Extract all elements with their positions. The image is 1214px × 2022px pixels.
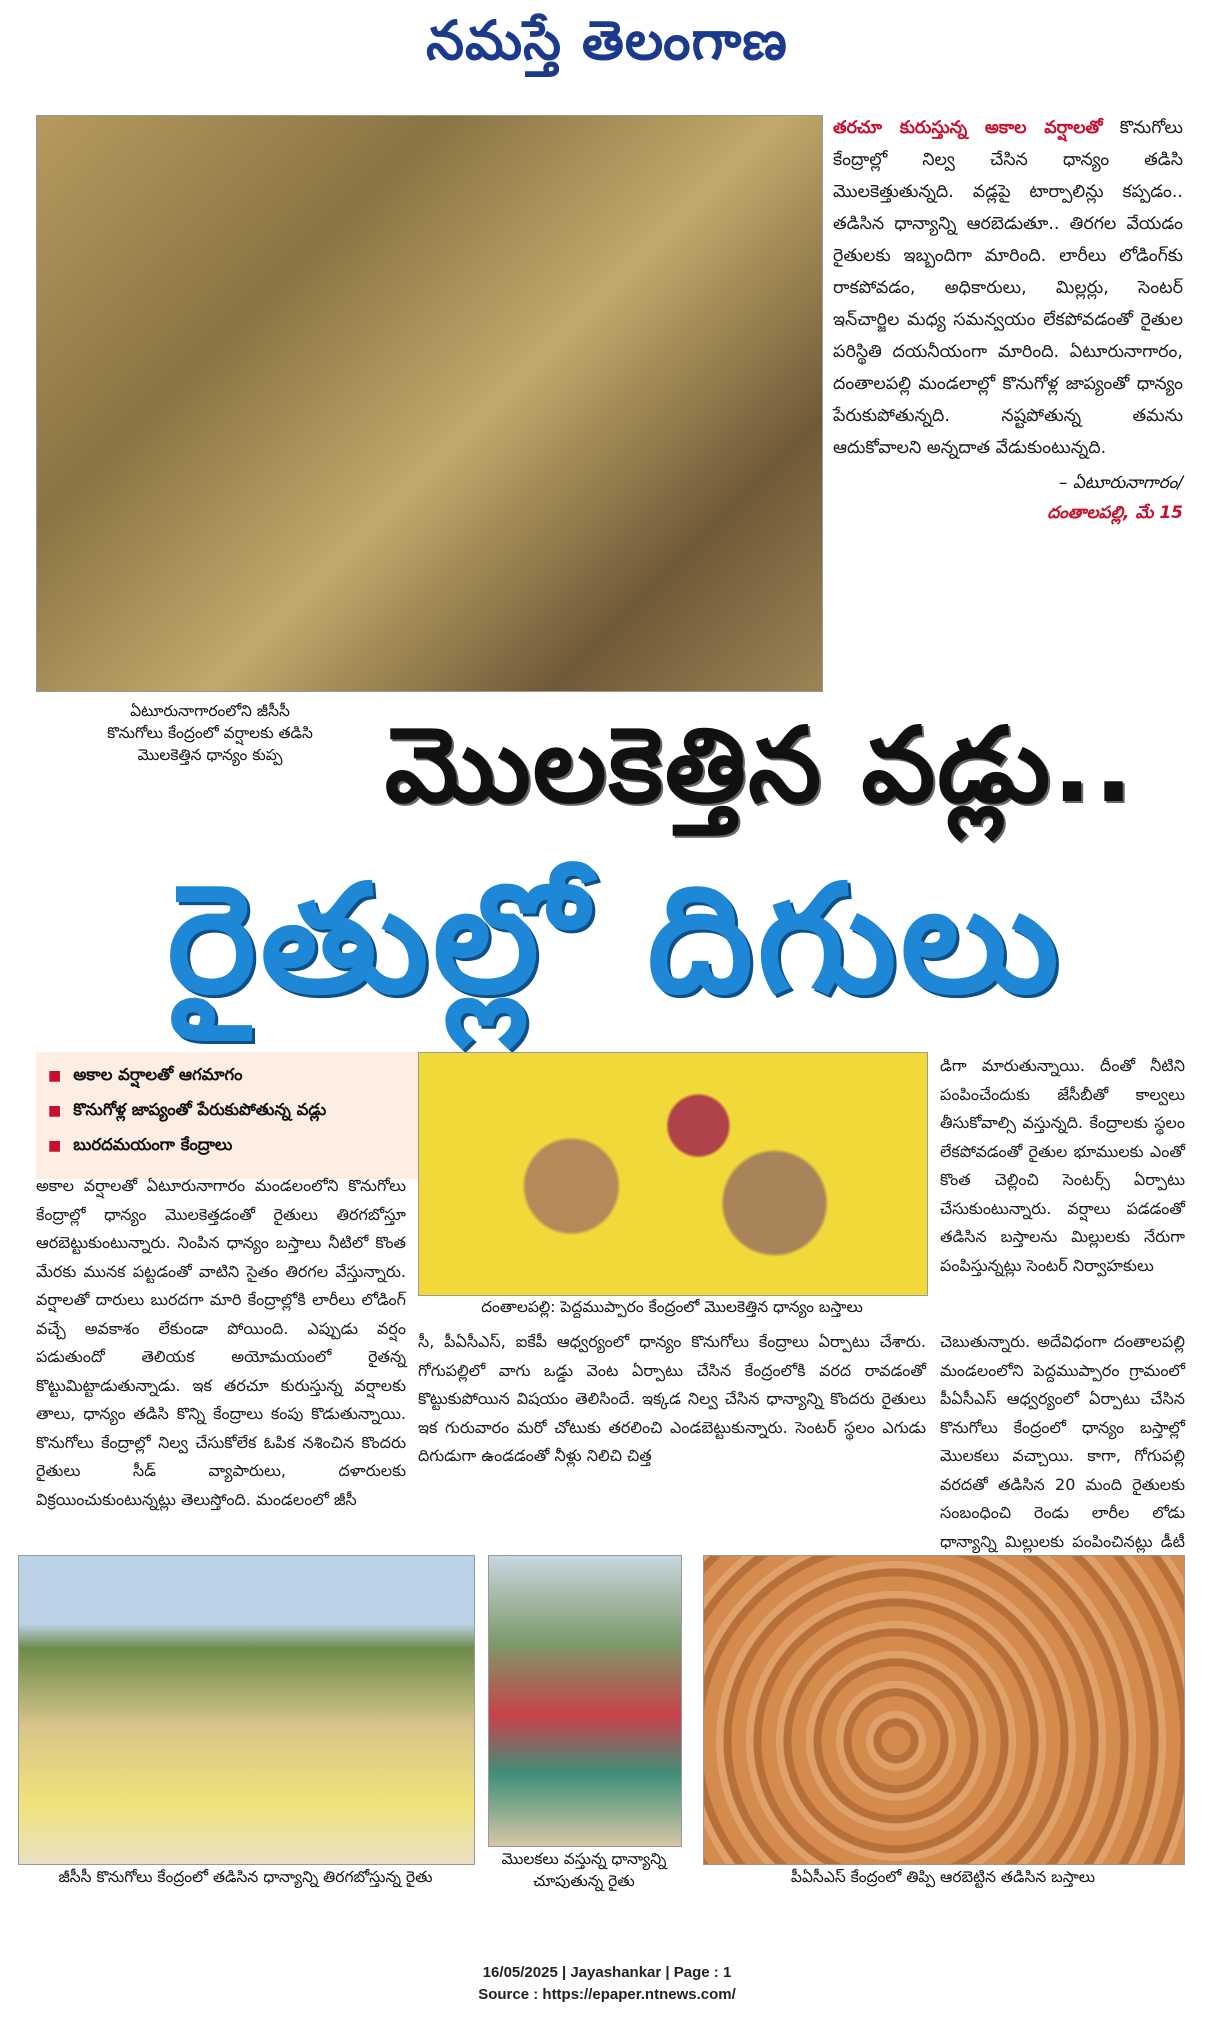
article-column-1: అకాల వర్షాలతో ఏటూరునాగారం మండలంలోని కొనుగోలు కేంద్రాల్లో ధాన్యం మొలకెత్తడంతో రైతులు తిరగబోస్తూ ఆరబెట్టుకుంటున్నారు. నింపిన ధాన్యం బస్తాలు నీటిలో కొంత మేరకు మునక పట్టడంతో వాటిని సైతం తిరగల వేస్తున్నారు. వర్షాలతో దారులు బురదగా మారి కేంద్రాల్లోకి లారీలు లోడింగ్ వచ్చే అవకాశం లేకుండా పోయింది. ఎప్పుడు వర్షం పడుతుందో తెలియక అయోమయంలో రైతన్న కొట్టుమిట్టాడుతున్నాడు. ఇక తరచూ కురుస్తున్న వర్షాలకు తాలు, ధాన్యం తడిసి కొన్ని కేంద్రాలు కంపు కొడుతున్నాయి. కొనుగోలు కేంద్రాల్లో నిల్వ చేసుకోలేక ఓపిక నశించిన కొందరు రైతులు సీడ్ వ్యాపారులు, దళారులకు విక్రయించుకుంటున్నట్లు తెలుస్తోంది. మండలంలో జీసీ bbox=[36, 1176, 406, 1509]
highlight-bullets bbox=[36, 1052, 430, 1179]
photo3-caption: జీసీసీ కొనుగోలు కేంద్రంలో తడిసిన ధాన్యాన్ని తిరగబోస్తున్న రైతు bbox=[58, 1868, 433, 1886]
article-column-3-top: డిగా మారుతున్నాయి. దీంతో నీటిని పంపించేందుకు జేసీబీతో కాల్వలు తీసుకోవాల్సి వస్తున్నది. కేంద్రాలకు స్థలం లేకపోవడంతో రైతుల భూములకు ఎంతో కొంత చెల్లించి సెంటర్స్ ఏర్పాటు చేసుకుంటున్నారు. వర్షాలు పడడంతో తడిసిన బస్తాలను మిల్లులకు నేరుగా పంపిస్తున్నట్లు సెంటర్ నిర్వాహకులు bbox=[940, 1056, 1185, 1275]
top-story bbox=[833, 112, 1183, 702]
dateline-place: – ఏటూరునాగారం/ bbox=[1058, 473, 1183, 493]
bullet-item: ■ అకాల వర్షాలతో ఆగమాగం bbox=[48, 1058, 418, 1093]
photo1-caption: ఏటూరునాగారంలోని జీసీసీ కొనుగోలు కేంద్రంలో వర్షాలకు తడిసి మొలకెత్తిన ధాన్యం కుప్ప bbox=[107, 702, 313, 764]
footer-source-link[interactable]: Source : https://epaper.ntnews.com/ bbox=[478, 1986, 736, 2003]
footer-date-edition: 16/05/2025 | Jayashankar | Page : 1 bbox=[482, 1964, 732, 1981]
photo-sprouted-grain-heap bbox=[36, 115, 823, 692]
masthead-logo: నమస్తే తెలంగాణ bbox=[426, 8, 788, 72]
story-body: కొనుగోలు కేంద్రాల్లో నిల్వ చేసిన ధాన్యం తడిసి మొలకెత్తుతున్నది. వడ్లపై టార్పాలిన్లు కప్పడం.. తడిసిన ధాన్యాన్ని ఆరబెడుతూ.. తిరగల వేయడం రైతులకు ఇబ్బందిగా మారింది. లారీలు లోడింగ్‌కు రాకపోవడం, అధికారులు, మిల్లర్లు, సెంటర్ ఇన్‌చార్జిల మధ్య సమన్వయం లేకపోవడంతో రైతుల పరిస్థితి దయనీయంగా మారింది. ఏటూరునాగారం, దంతాలపల్లి మండలాల్లో కొనుగోళ్ల జాప్యంతో ధాన్యం పేరుకుపోతున్నది. నష్టపోతున్న తమను ఆదుకోవాలని అన్నదాత వేడుకుంటున్నది. bbox=[833, 118, 1183, 458]
photo-drying-bags bbox=[703, 1555, 1185, 1865]
photo4-caption: మొలకలు వస్తున్న ధాన్యాన్ని చూపుతున్న రైతు bbox=[501, 1850, 667, 1890]
bullet-item: ■ బురదమయంగా కేంద్రాలు bbox=[48, 1128, 418, 1163]
photo-farmer-showing-grain bbox=[488, 1555, 682, 1847]
headline-sprouted-paddy: మొలకెత్తిన వడ్లు.. bbox=[384, 704, 1136, 826]
dateline bbox=[833, 468, 1183, 528]
photo-farmer-turning-grain bbox=[18, 1555, 475, 1865]
photo-sprouted-bags bbox=[418, 1052, 928, 1296]
photo5-caption: పీఏసీఎస్ కేంద్రంలో తిప్పి ఆరబెట్టిన తడిసిన బస్తాలు bbox=[790, 1868, 1096, 1886]
story-kicker: తరచూ కురుస్తున్న అకాల వర్షాలతో bbox=[833, 118, 1103, 138]
article-column-2: సీ, పీఏసీఎస్, ఐకేపీ ఆధ్వర్యంలో ధాన్యం కొనుగోలు కేంద్రాలు ఏర్పాటు చేశారు. గోగుపల్లిలో వాగు ఒడ్డు వెంట ఏర్పాటు చేసిన కేంద్రంలోకి వరద రావడంతో కొట్టుకుపోయిన విషయం తెలిసిందే. ఇక్కడ నిల్వ చేసిన ధాన్యాన్ని కొందరు రైతులు ఇక గురువారం మరో చోటుకు తరలించి ఎండబెట్టుకున్నారు. సెంటర్ స్థలం ఎగుడు దిగుడుగా ఉండడంతో నీళ్లు నిలిచి చిత్త bbox=[418, 1332, 926, 1465]
photo2-caption: దంతాలపల్లి: పెద్దముప్పారం కేంద్రంలో మొలకెత్తిన ధాన్యం బస్తాలు bbox=[481, 1298, 863, 1316]
dateline-date: దంతాలపల్లి, మే 15 bbox=[1047, 503, 1183, 523]
article-column-3-bottom: చెబుతున్నారు. అదేవిధంగా దంతాలపల్లి మండలంలోని పెద్దముప్పారం గ్రామంలో పీఏసీఎస్ ఆధ్వర్యంలో ఏర్పాటు చేసిన కొనుగోలు కేంద్రంలో ధాన్యం బస్తాల్లో మొలకలు వచ్చాయి. కాగా, గోగుపల్లి వరదతో తడిసిన 20 మంది రైతులకు సంబంధించి రెండు లారీల లోడు ధాన్యాన్ని మిల్లులకు పంపించినట్లు డీటీ bbox=[940, 1332, 1185, 1551]
bullet-item: ■ కొనుగోళ్ల జాప్యంతో పేరుకుపోతున్న వడ్లు bbox=[48, 1093, 418, 1128]
headline-farmers-worry: రైతుల్లో దిగులు bbox=[167, 853, 1063, 1027]
top-story-text bbox=[833, 112, 1183, 464]
